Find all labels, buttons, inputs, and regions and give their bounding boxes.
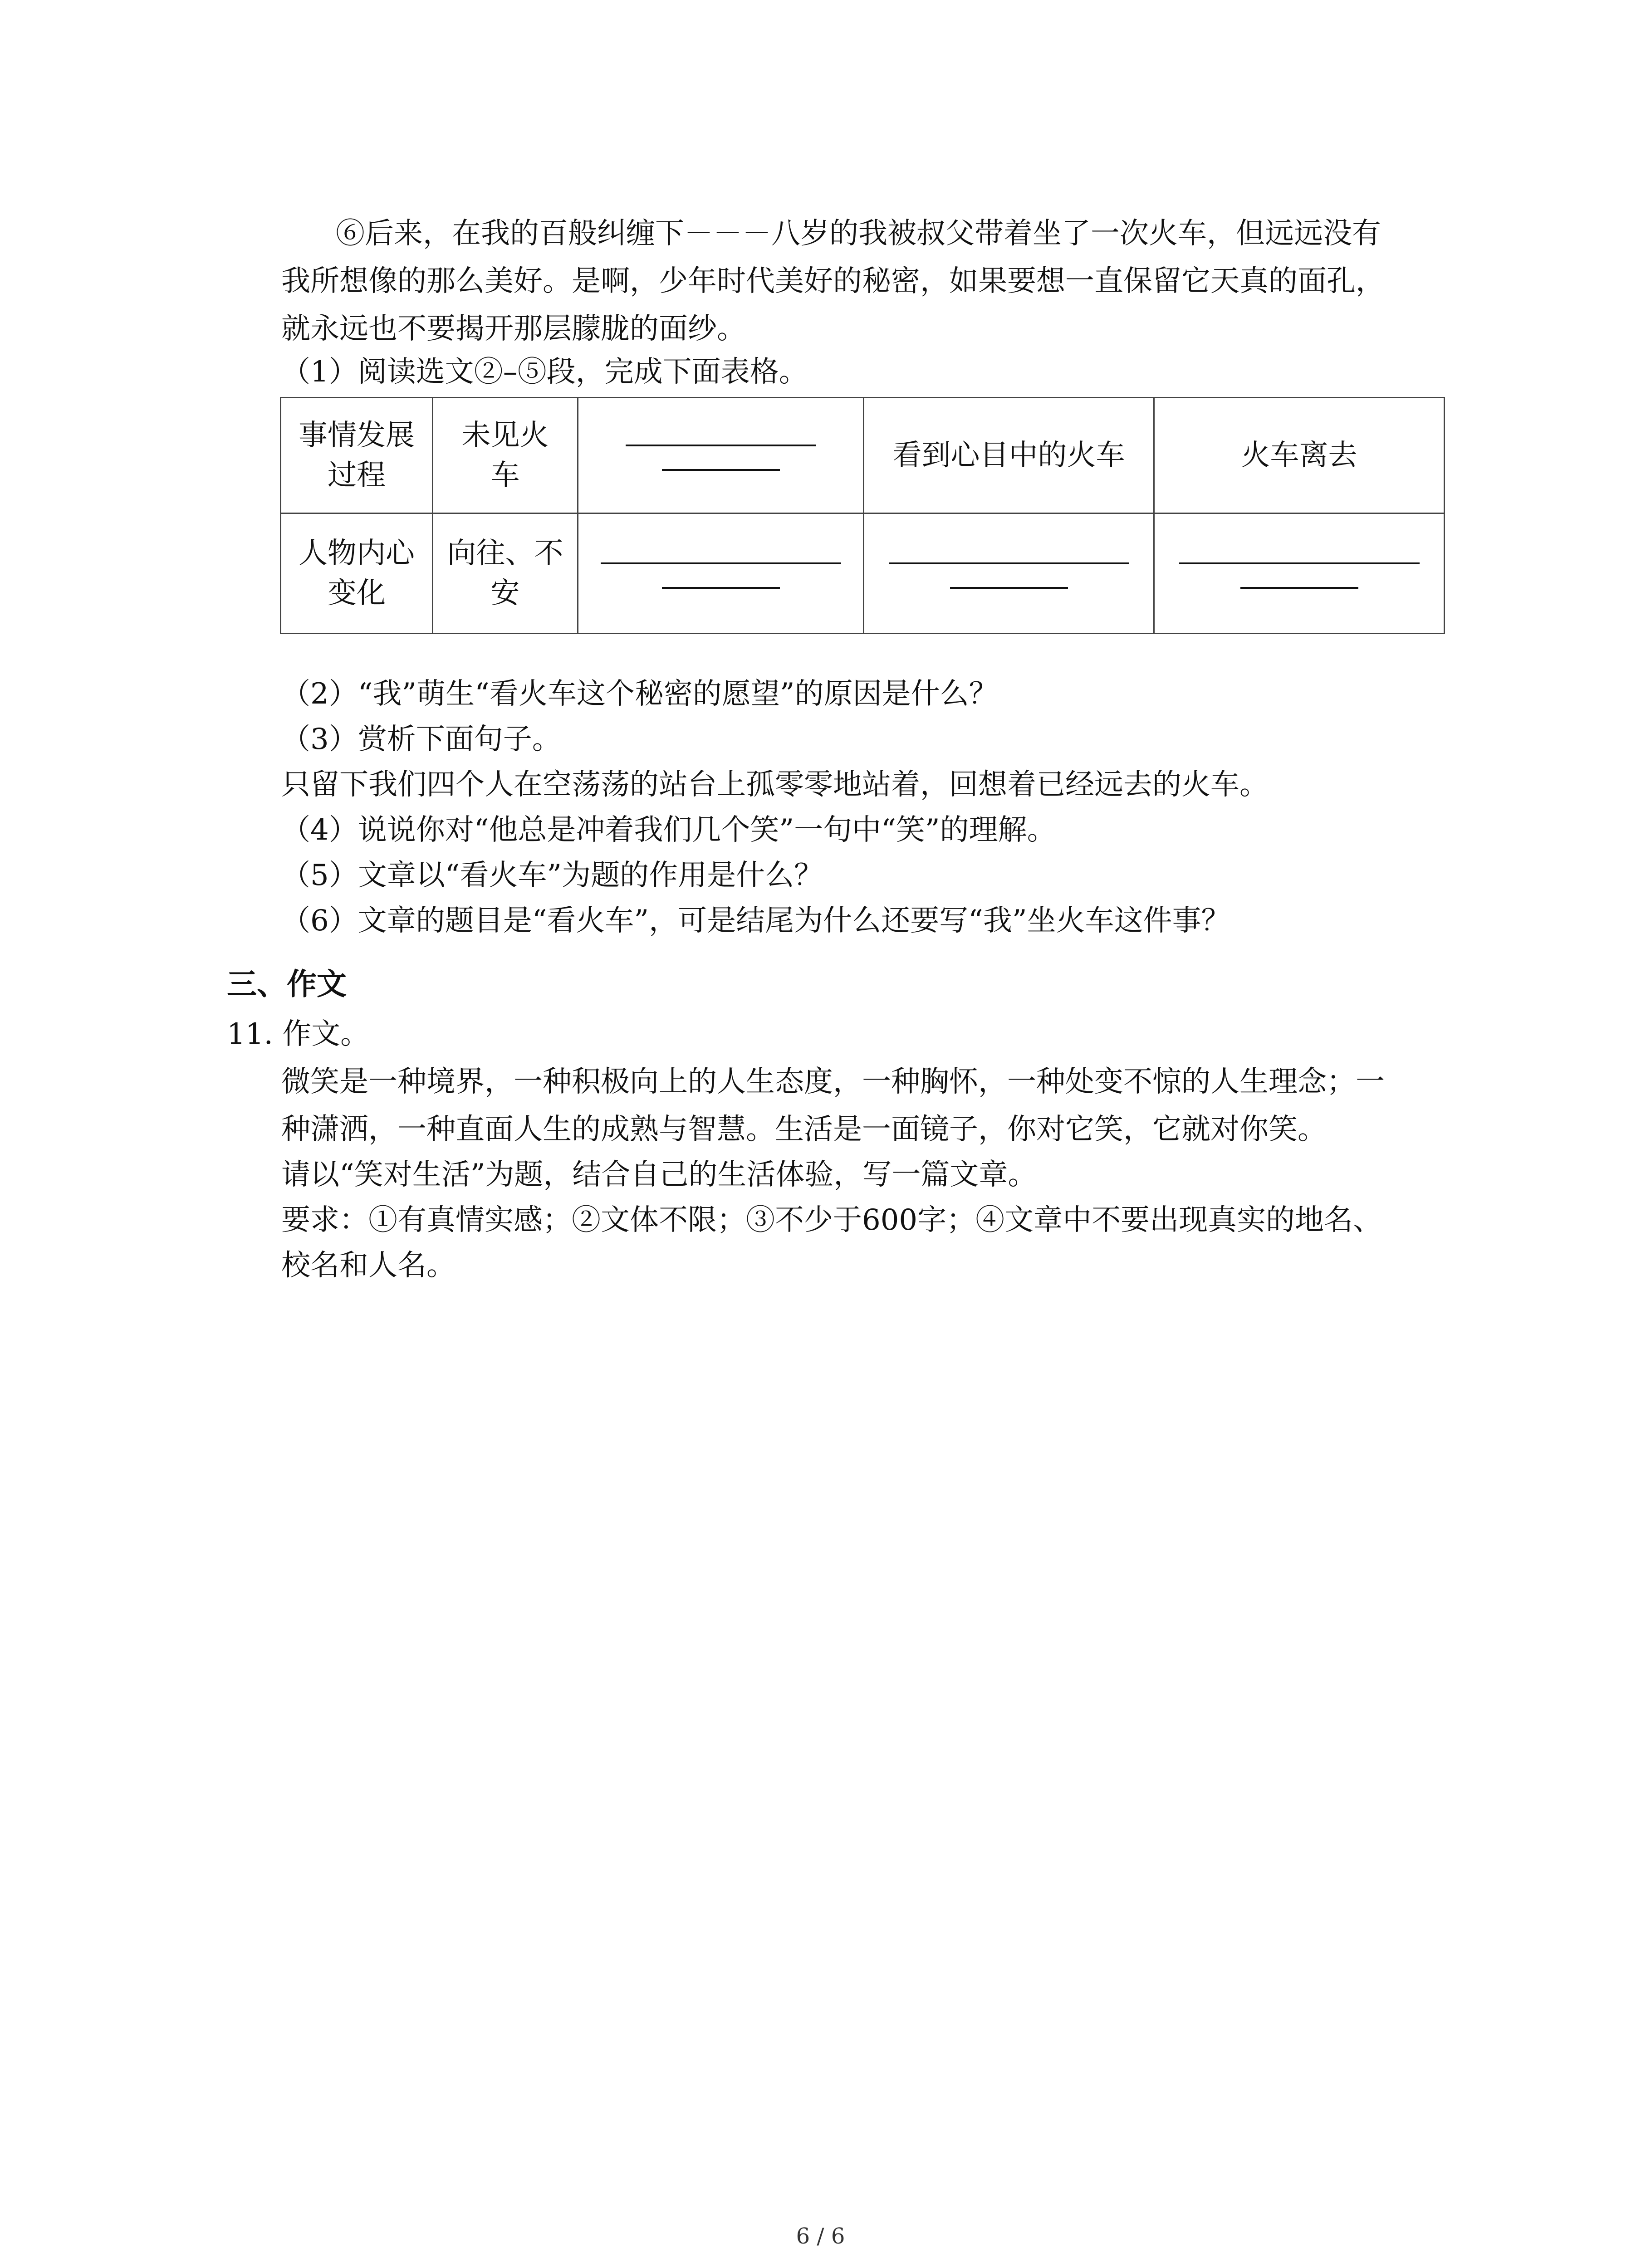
table-cell-longing xyxy=(433,513,578,634)
table-row xyxy=(281,513,1445,634)
page-number: 6 / 6 xyxy=(796,2224,845,2249)
answer-blank[interactable] xyxy=(950,582,1068,589)
question-2: （2）“我”萌生“看火车这个秘密的愿望”的原因是什么？ xyxy=(281,677,998,711)
table-blank-feeling-2[interactable] xyxy=(864,513,1154,634)
table-cell-see-train: 看到心目中的火车 xyxy=(864,398,1154,513)
table-cell-not-seen xyxy=(433,398,578,513)
answer-blank[interactable] xyxy=(662,582,780,589)
table-row xyxy=(281,398,1445,513)
table-header-process-l1: 事情发展 xyxy=(299,419,415,452)
table-header-process-l2: 过程 xyxy=(328,459,386,492)
section-heading-composition: 三、作文 xyxy=(227,967,347,1002)
question-3-sentence: 只留下我们四个人在空荡荡的站台上孤零零地站着，回想着已经远去的火车。 xyxy=(281,768,1269,802)
answer-blank[interactable] xyxy=(1179,558,1420,564)
table-cell-not-seen-l1: 未见火 xyxy=(461,419,549,452)
composition-line-4: 要求：①有真情实感；②文体不限；③不少于600字；④文章中不要出现真实的地名、 xyxy=(281,1203,1382,1237)
answer-blank[interactable] xyxy=(601,558,841,564)
passage-para6-line2: 我所想像的那么美好。是啊，少年时代美好的秘密，如果要想一直保留它天真的面孔， xyxy=(281,264,1385,298)
passage-para6-line3: 就永远也不要揭开那层朦胧的面纱。 xyxy=(281,312,746,346)
answer-blank[interactable] xyxy=(889,558,1129,564)
table-blank-feeling-1[interactable] xyxy=(578,513,864,634)
table-blank-feeling-3[interactable] xyxy=(1154,513,1445,634)
passage-para6-line1: ⑥后来，在我的百般纠缠下－－－八岁的我被叔父带着坐了一次火车，但远远没有 xyxy=(336,217,1381,250)
table-cell-longing-l2: 安 xyxy=(490,577,520,610)
table-cell-not-seen-l2: 车 xyxy=(490,459,520,492)
composition-line-5: 校名和人名。 xyxy=(281,1249,456,1282)
question-5: （5）文章以“看火车”为题的作用是什么？ xyxy=(281,859,823,892)
composition-line-3: 请以“笑对生活”为题，结合自己的生活体验，写一篇文章。 xyxy=(281,1158,1037,1192)
table-header-feelings-l2: 变化 xyxy=(328,577,386,610)
answer-blank[interactable] xyxy=(626,440,816,446)
table-header-process xyxy=(281,398,433,513)
composition-line-2: 种潇洒，一种直面人生的成熟与智慧。生活是一面镜子，你对它笑，它就对你笑。 xyxy=(281,1113,1327,1146)
table-header-feelings xyxy=(281,513,433,634)
table-blank-process[interactable] xyxy=(578,398,864,513)
question-3: （3）赏析下面句子。 xyxy=(281,723,561,756)
table-cell-train-leaves: 火车离去 xyxy=(1154,398,1445,513)
table-cell-longing-l1: 向往、不 xyxy=(447,537,563,570)
question-1: （1）阅读选文②–⑤段，完成下面表格。 xyxy=(281,355,808,389)
composition-line-1: 微笑是一种境界，一种积极向上的人生态度，一种胸怀，一种处变不惊的人生理念；一 xyxy=(281,1065,1385,1099)
question-11-number: 11. 作文。 xyxy=(227,1017,370,1051)
table-header-feelings-l1: 人物内心 xyxy=(299,537,415,570)
question-6: （6）文章的题目是“看火车”，可是结尾为什么还要写“我”坐火车这件事？ xyxy=(281,904,1230,938)
answer-blank[interactable] xyxy=(662,464,780,471)
answer-blank[interactable] xyxy=(1240,582,1358,589)
question-4: （4）说说你对“他总是冲着我们几个笑”一句中“笑”的理解。 xyxy=(281,813,1056,847)
answer-table xyxy=(280,397,1445,634)
